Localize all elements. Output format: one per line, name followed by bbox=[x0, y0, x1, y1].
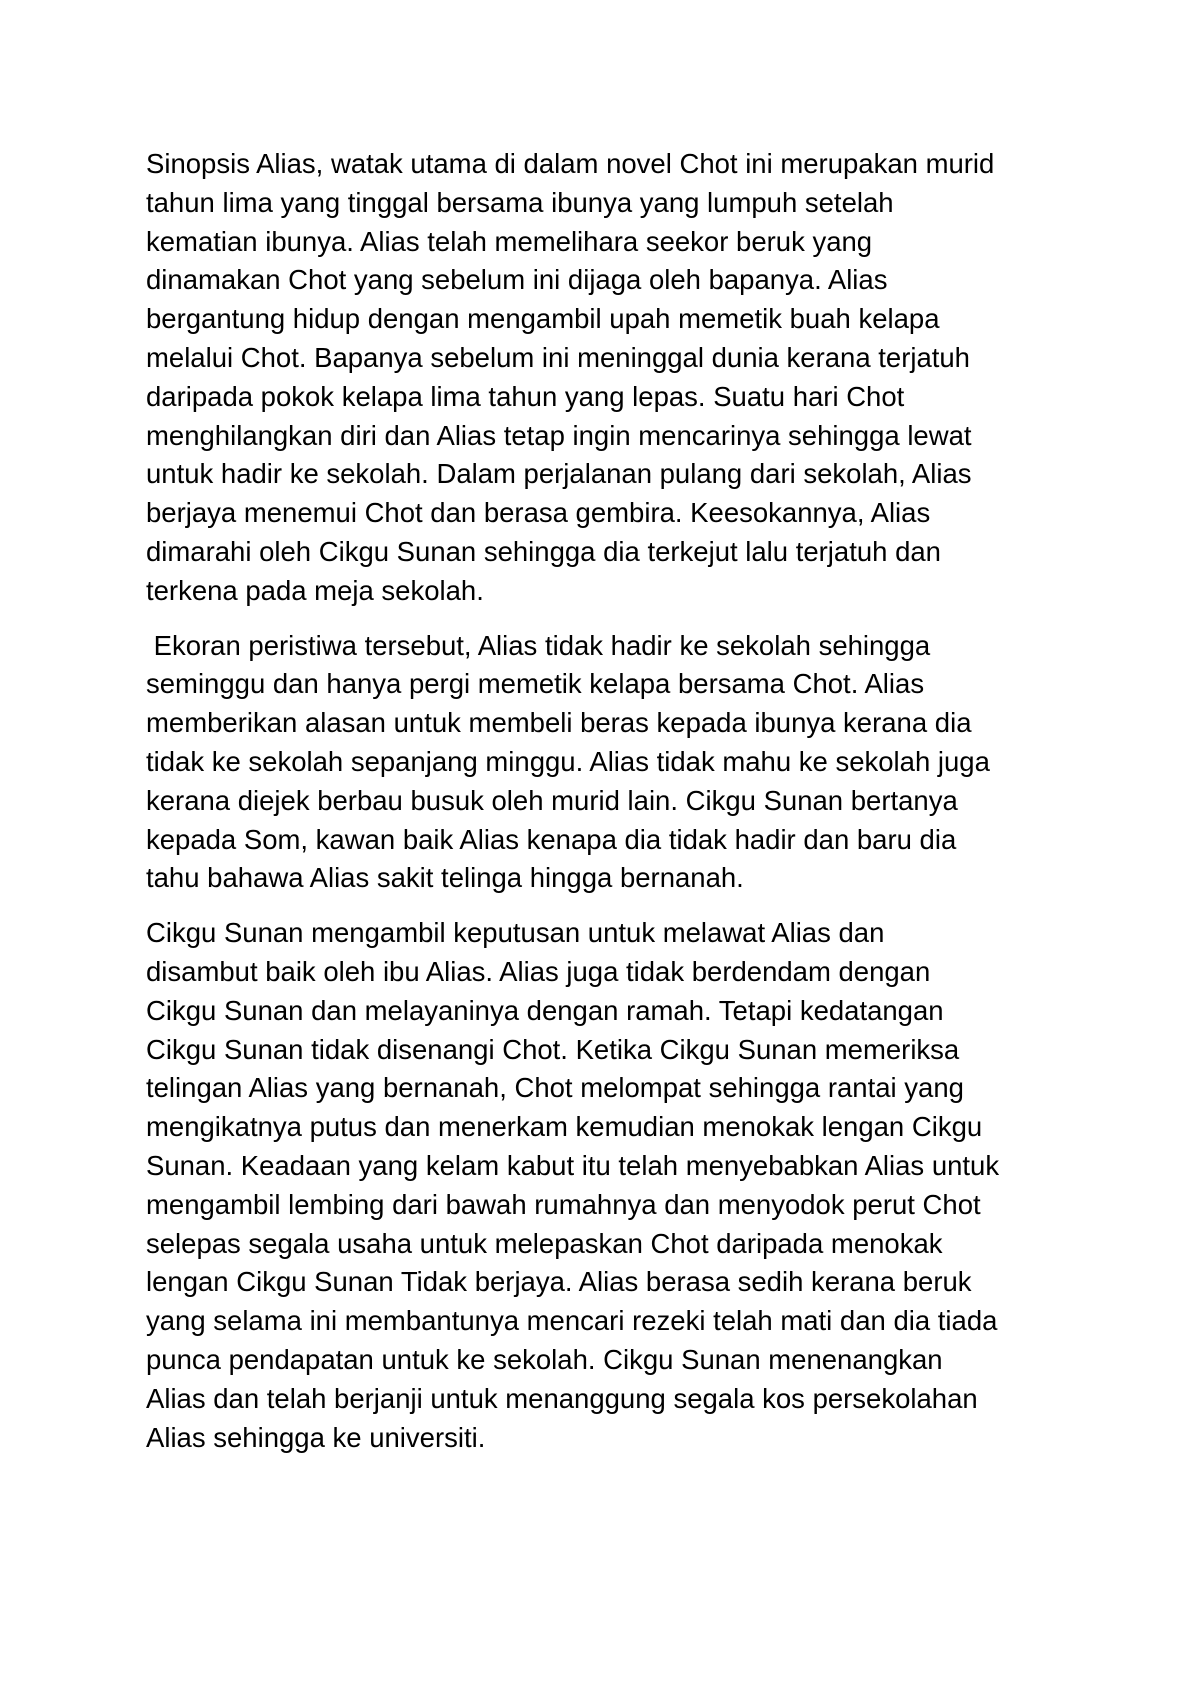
paragraph-visit: Cikgu Sunan mengambil keputusan untuk melawat Alias dan disambut baik oleh ibu Alias. Alias juga tidak berdendam dengan Cikgu Sunan dan melayaninya dengan ramah. Tetapi kedatangan Cikgu Sunan tidak disenangi Chot. Ketika Cikgu Sunan memeriksa telingan Alias yang bernanah, Chot melompat sehingga rantai yang mengikatnya putus dan menerkam kemudian menokak lengan Cikgu Sunan. Keadaan yang kelam kabut itu telah menyebabkan Alias untuk mengambil lembing dari bawah rumahnya dan menyodok perut Chot selepas segala usaha untuk melepaskan Chot daripada menokak lengan Cikgu Sunan Tidak berjaya. Alias berasa sedih kerana beruk yang selama ini membantunya mencari rezeki telah mati dan dia tiada punca pendapatan untuk ke sekolah. Cikgu Sunan menenangkan Alias dan telah berjanji untuk menanggung segala kos persekolahan Alias sehingga ke universiti. bbox=[146, 917, 1000, 1453]
document-body bbox=[146, 145, 1076, 1457]
paragraph-absence: Ekoran peristiwa tersebut, Alias tidak hadir ke sekolah sehingga seminggu dan hanya pergi memetik kelapa bersama Chot. Alias memberikan alasan untuk membeli beras kepada ibunya kerana dia tidak ke sekolah sepanjang minggu. Alias tidak mahu ke sekolah juga kerana diejek berbau busuk oleh murid lain. Cikgu Sunan bertanya kepada Som, kawan baik Alias kenapa dia tidak hadir dan baru dia tahu bahawa Alias sakit telinga hingga bernanah. bbox=[146, 629, 990, 894]
paragraph-synopsis-intro: Sinopsis Alias, watak utama di dalam novel Chot ini merupakan murid tahun lima yang tinggal bersama ibunya yang lumpuh setelah kematian ibunya. Alias telah memelihara seekor beruk yang dinamakan Chot yang sebelum ini dijaga oleh bapanya. Alias bergantung hidup dengan mengambil upah memetik buah kelapa melalui Chot. Bapanya sebelum ini meninggal dunia kerana terjatuh daripada pokok kelapa lima tahun yang lepas. Suatu hari Chot menghilangkan diri dan Alias tetap ingin mencarinya sehingga lewat untuk hadir ke sekolah. Dalam perjalanan pulang dari sekolah, Alias berjaya menemui Chot dan berasa gembira. Keesokannya, Alias dimarahi oleh Cikgu Sunan sehingga dia terkejut lalu terjatuh dan terkena pada meja sekolah. bbox=[146, 148, 995, 606]
